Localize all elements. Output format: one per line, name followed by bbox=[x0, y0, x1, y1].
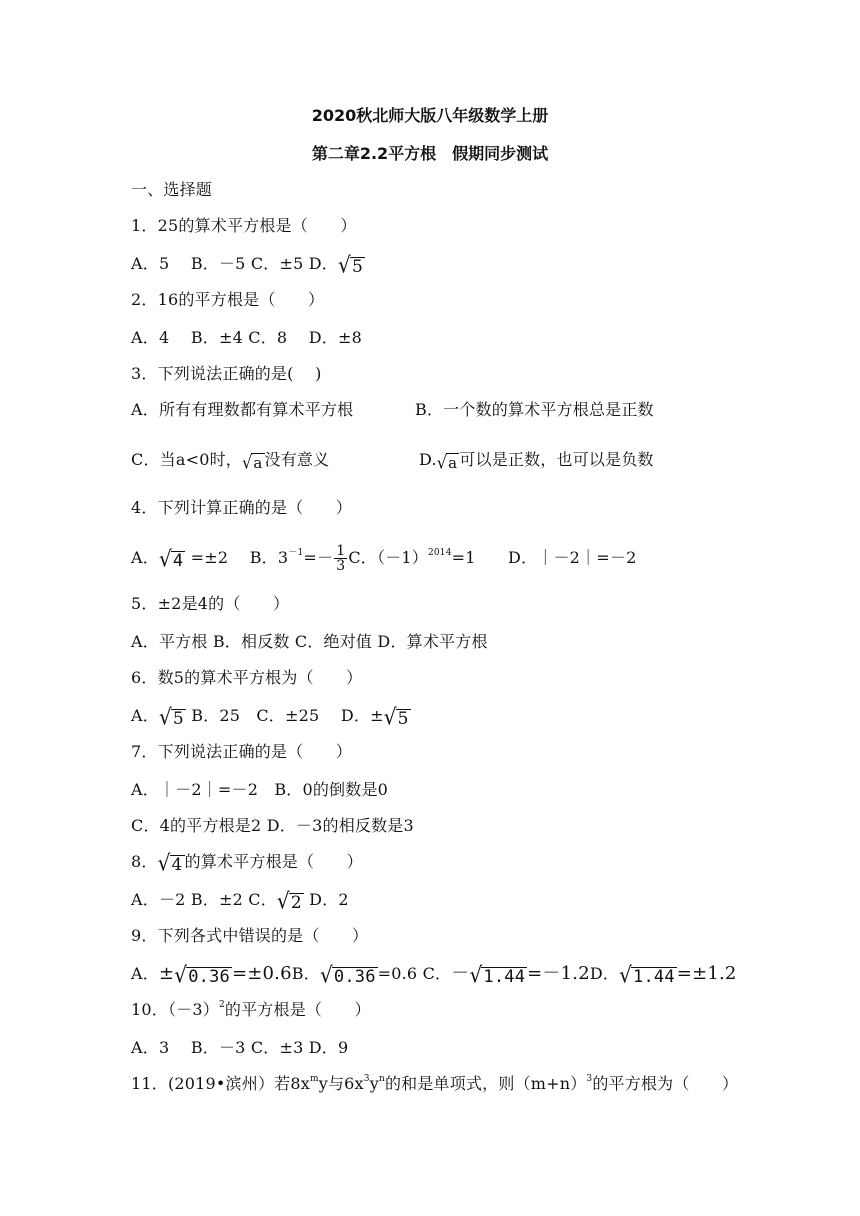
question-3-option-a: A．所有有理数都有算术平方根 bbox=[131, 400, 354, 419]
q8-option-d: D．2 bbox=[303, 890, 349, 909]
q4-b-equals: =－ bbox=[303, 548, 334, 567]
q3-d-suffix: 可以是正数，也可以是负数 bbox=[459, 450, 654, 469]
sqrt-radical: √0.36 bbox=[319, 961, 376, 989]
q4-b-exponent: －1 bbox=[288, 548, 304, 558]
q3-c-suffix: 没有意义 bbox=[264, 450, 330, 469]
q11-part-3: y bbox=[369, 1074, 379, 1093]
question-4-stem: 4．下列计算正确的是（ ） bbox=[131, 498, 352, 517]
q11-exp-3: n bbox=[378, 1074, 385, 1084]
q3-d-prefix: D. bbox=[419, 450, 437, 469]
q4-c-suffix: =1 D．｜－2｜=－2 bbox=[451, 548, 637, 567]
question-10-options: A．3 B．－3 C．±3 D．9 bbox=[131, 1038, 349, 1057]
q6-middle-options: B．25 C．±25 D．± bbox=[185, 706, 384, 725]
question-1-stem: 1．25的算术平方根是（ ） bbox=[131, 216, 357, 235]
q3-c-prefix: C．当a<0时， bbox=[131, 450, 242, 469]
question-2-options: A．4 B．±4 C．8 D．±8 bbox=[131, 328, 362, 347]
q4-c-exponent: 2014 bbox=[427, 548, 452, 558]
sqrt-radical: √4 bbox=[157, 849, 183, 877]
q9-d-prefix: D． bbox=[589, 964, 620, 983]
q4-c-prefix: C．（－1） bbox=[348, 548, 428, 567]
sqrt-radical: √1.44 bbox=[469, 961, 526, 989]
q8-suffix: 的算术平方根是（ ） bbox=[184, 852, 363, 871]
question-10-stem bbox=[131, 997, 371, 1023]
q9-c-result: =－1.2 bbox=[527, 963, 590, 984]
question-11-stem bbox=[131, 1071, 738, 1097]
sqrt-radical: √5 bbox=[338, 251, 363, 279]
question-2-stem: 2．16的平方根是（ ） bbox=[131, 290, 325, 309]
question-8-stem bbox=[131, 849, 363, 875]
question-7-options-line-1: A．｜－2｜=－2 B．0的倒数是0 bbox=[131, 780, 389, 799]
q11-part-1: 11．(2019•滨州）若8x bbox=[131, 1074, 310, 1093]
sqrt-radical: √0.36 bbox=[174, 961, 230, 989]
q11-exp-1: m bbox=[309, 1074, 319, 1084]
minus-sign: － bbox=[451, 963, 470, 984]
question-9-options bbox=[131, 961, 737, 987]
question-8-options bbox=[131, 887, 349, 913]
question-6-options bbox=[131, 703, 411, 729]
question-6-stem: 6．数5的算术平方根为（ ） bbox=[131, 668, 363, 687]
q11-part-5: 的平方根为（ ） bbox=[592, 1074, 739, 1093]
q10-exponent: 2 bbox=[218, 1000, 225, 1010]
q9-a-result: =±0.6 bbox=[231, 963, 292, 984]
question-5-options: A．平方根 B．相反数 C．绝对值 D．算术平方根 bbox=[131, 632, 488, 651]
question-3-option-c bbox=[131, 447, 329, 473]
q11-part-2: y与6x bbox=[318, 1074, 364, 1093]
q4-a-prefix: A． bbox=[131, 548, 159, 567]
question-1-options bbox=[131, 251, 365, 277]
q8-options-text: A．－2 B．±2 C． bbox=[131, 890, 277, 909]
q9-a-prefix: A． bbox=[131, 964, 159, 983]
sqrt-radical: √2 bbox=[276, 887, 302, 915]
q11-part-4: 的和是单项式，则（m+n） bbox=[384, 1074, 587, 1093]
q11-exp-2: 3 bbox=[363, 1074, 370, 1084]
q10-prefix: 10．（－3） bbox=[131, 1000, 219, 1019]
question-3-stem: 3．下列说法正确的是( ) bbox=[131, 364, 322, 383]
q8-prefix: 8． bbox=[131, 852, 158, 871]
fraction-one-third: $\frac{1}{3}$ bbox=[336, 543, 346, 574]
question-5-stem: 5．±2是4的（ ） bbox=[131, 594, 290, 613]
document-title: 2020秋北师大版八年级数学上册 bbox=[311, 106, 549, 125]
q6-a-prefix: A． bbox=[131, 706, 159, 725]
sqrt-radical: √a bbox=[436, 452, 458, 473]
sqrt-radical: √5 bbox=[383, 703, 409, 731]
sqrt-radical: √1.44 bbox=[619, 961, 675, 989]
question-9-stem: 9．下列各式中错误的是（ ） bbox=[131, 926, 369, 945]
sqrt-radical: √5 bbox=[158, 703, 184, 731]
q10-suffix: 的平方根是（ ） bbox=[224, 1000, 371, 1019]
sqrt-radical: √a bbox=[241, 452, 263, 473]
document-subtitle: 第二章2.2平方根 假期同步测试 bbox=[311, 144, 549, 163]
q9-b-prefix: B． bbox=[291, 964, 320, 983]
q9-d-result: =±1.2 bbox=[676, 963, 737, 984]
section-heading: 一、选择题 bbox=[131, 180, 213, 199]
q1-options-text: A．5 B．－5 C．±5 D． bbox=[131, 254, 338, 273]
q9-c-prefix: C． bbox=[417, 964, 452, 983]
question-3-option-d bbox=[419, 447, 654, 473]
q11-exp-4: 3 bbox=[586, 1074, 593, 1084]
q9-b-result: =0.6 bbox=[377, 964, 418, 983]
question-7-options-line-2: C．4的平方根是2 D．－3的相反数是3 bbox=[131, 816, 414, 835]
question-7-stem: 7．下列说法正确的是（ ） bbox=[131, 742, 352, 761]
plus-minus-sign: ± bbox=[158, 963, 175, 984]
q4-a-suffix: =±2 B．3 bbox=[185, 548, 289, 567]
question-4-options bbox=[131, 541, 636, 575]
sqrt-radical: √4 bbox=[158, 545, 184, 573]
question-3-option-b: B．一个数的算术平方根总是正数 bbox=[415, 400, 654, 419]
